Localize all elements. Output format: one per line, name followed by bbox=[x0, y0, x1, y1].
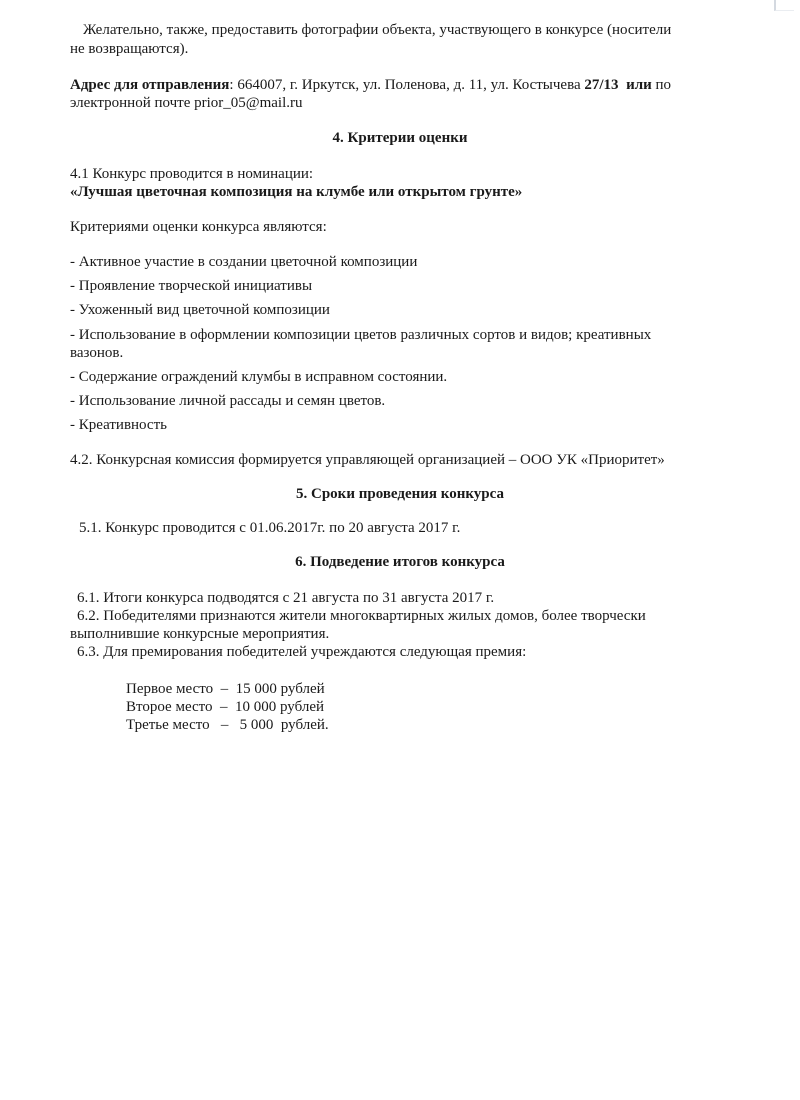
criteria-item: - Использование личной рассады и семян цветов. bbox=[70, 393, 386, 409]
intro-line-2: не возвращаются). bbox=[70, 41, 189, 57]
prize-third: Третье место – 5 000 рублей. bbox=[126, 717, 329, 733]
criteria-item: - Содержание ограждений клумбы в исправном состоянии. bbox=[70, 369, 448, 385]
criteria-item: - Использование в оформлении композиции цветов различных сортов и видов; креативных bbox=[70, 327, 652, 343]
address-line-1 bbox=[70, 76, 671, 94]
nomination-title: «Лучшая цветочная композиция на клумбе или открытом грунте» bbox=[70, 184, 523, 200]
scan-edge-mark bbox=[774, 0, 794, 11]
address-line-2: электронной почте prior_05@mail.ru bbox=[70, 95, 303, 111]
criteria-item: - Активное участие в создании цветочной композиции bbox=[70, 254, 418, 270]
section-6-title: 6. Подведение итогов конкурса bbox=[295, 554, 505, 570]
address-or: или bbox=[626, 77, 652, 93]
results-item-2-continued: выполнившие конкурсные мероприятия. bbox=[70, 626, 330, 642]
results-item-2: 6.2. Победителями признаются жители многоквартирных жилых домов, более творчески bbox=[77, 608, 646, 624]
prize-second: Второе место – 10 000 рублей bbox=[126, 699, 325, 715]
address-text-end: по bbox=[651, 77, 672, 93]
commission-text: 4.2. Конкурсная комиссия формируется управляющей организацией – ООО УК «Приоритет» bbox=[70, 452, 665, 468]
criteria-intro: Критериями оценки конкурса являются: bbox=[70, 219, 327, 235]
prize-first: Первое место – 15 000 рублей bbox=[126, 681, 325, 697]
section-4-title: 4. Критерии оценки bbox=[332, 130, 468, 146]
results-item-3: 6.3. Для премирования победителей учреждаются следующая премия: bbox=[77, 644, 527, 660]
intro-line-1: Желательно, также, предоставить фотографии объекта, участвующего в конкурсе (носители bbox=[83, 22, 672, 38]
criteria-item: - Креативность bbox=[70, 417, 167, 433]
section-5-title: 5. Сроки проведения конкурса bbox=[296, 486, 504, 502]
nomination-intro: 4.1 Конкурс проводится в номинации: bbox=[70, 166, 314, 182]
results-item-1: 6.1. Итоги конкурса подводятся с 21 августа по 31 августа 2017 г. bbox=[77, 590, 495, 606]
deadline-text: 5.1. Конкурс проводится с 01.06.2017г. по 20 августа 2017 г. bbox=[79, 520, 461, 536]
address-number: 27/13 bbox=[584, 77, 619, 93]
address-label: Адрес для отправления bbox=[70, 77, 230, 93]
address-text: : 664007, г. Иркутск, ул. Поленова, д. 11, ул. Костычева bbox=[229, 77, 585, 93]
criteria-item: - Ухоженный вид цветочной композиции bbox=[70, 302, 330, 318]
criteria-item: - Проявление творческой инициативы bbox=[70, 278, 313, 294]
criteria-item-continued: вазонов. bbox=[70, 345, 124, 361]
